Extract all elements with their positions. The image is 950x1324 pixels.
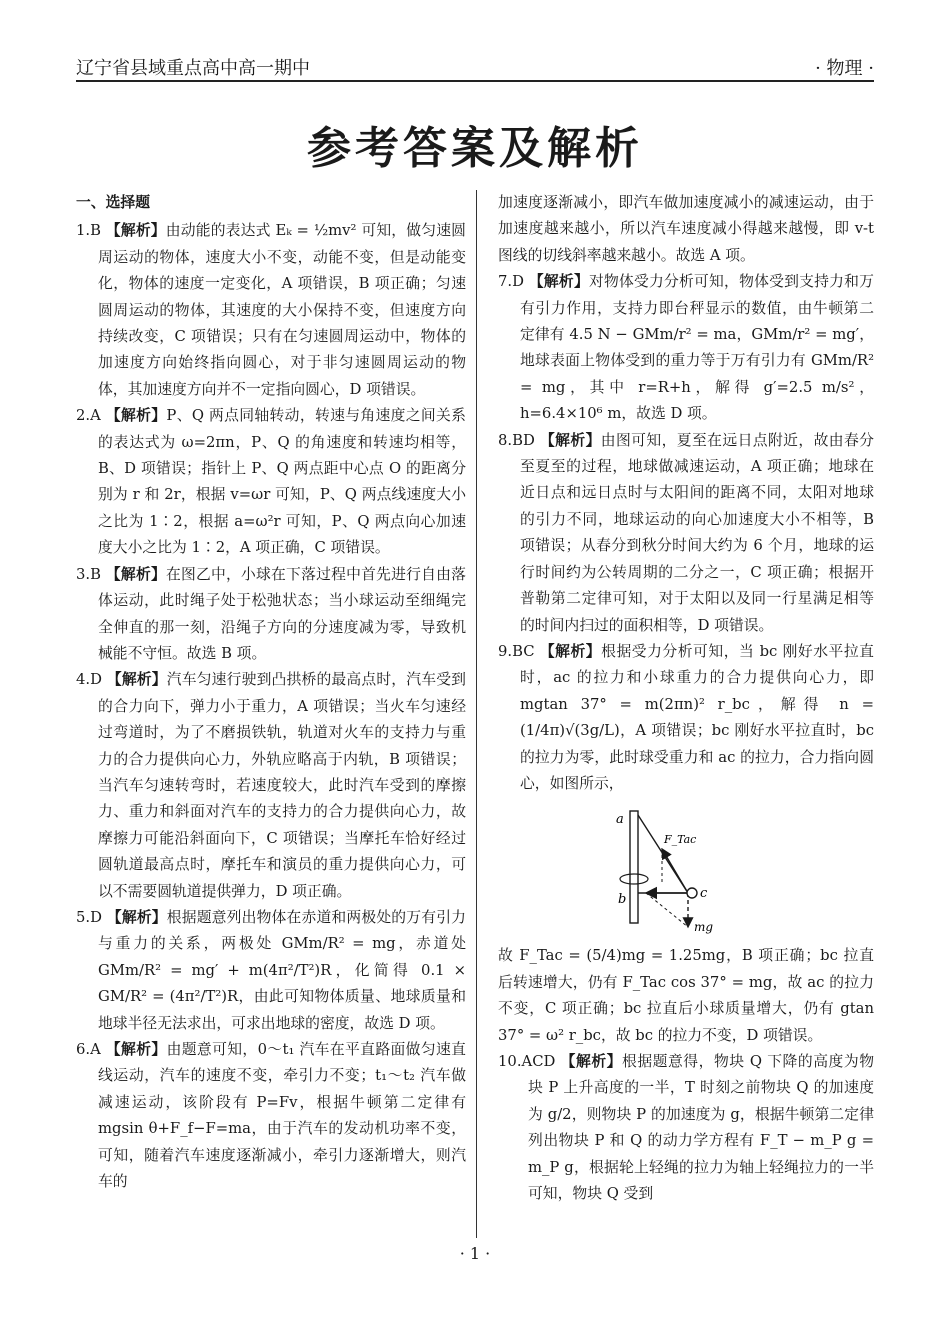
label-b: b [618, 892, 627, 908]
section-heading: 一、选择题 [76, 194, 150, 211]
answer-item-4: 4.D 【解析】汽车匀速行驶到凸拱桥的最高点时，汽车受到的合力向下，弹力小于重力，A 项错误；当火车匀速经过弯道时，为了不磨损铁轨，轨道对火车的支持力与重力的合力提供向心力，外轨应略高于内轨，B 项错误；当汽车匀速转弯时，若速度较大，此时汽车受到的摩擦力、重力和斜面对汽车的支持力的合力提供向心力，故摩擦力可能沿斜面向下，C 项错误；当摩托车恰好经过圆轨道最高点时，摩托车和演员的重力提供向心力，可以不需要圆轨道提供弹力，D 项正确。 [76, 671, 466, 900]
answer-item-3: 3.B 【解析】在图乙中，小球在下落过程中首先进行自由落体运动，此时绳子处于松弛状态；当小球运动至细绳完全伸直的那一刻，沿绳子方向的分速度减为零，导致机械能不守恒。故选 B 项。 [76, 565, 466, 662]
answer-item-6-continued: 加速度逐渐减小，即汽车做加速度减小的减速运动，由于加速度越来越小，所以汽车速度减小得越来越慢，即 v-t 图线的切线斜率越来越小。故选 A 项。 [498, 194, 874, 264]
page-number: · 1 · [459, 1244, 491, 1263]
column-divider [476, 190, 477, 1238]
answer-item-5: 5.D 【解析】根据题意列出物体在赤道和两极处的万有引力与重力的关系，两极处 GMm/R² = mg，赤道处 GMm/R² = mg′ + m(4π²/T²)R，化简得 0.1 × GM/R² = (4π²/T²)R，由此可知物体质量、地球质量和地球半径无法求出，可求出地球的密度，故选 D 项。 [76, 908, 466, 1032]
answer-item-2: 2.A 【解析】P、Q 两点同轴转动，转速与角速度之间关系的表达式为 ω=2πn，P、Q 的角速度和转速均相等，B、D 项错误；指针上 P、Q 两点距中心点 O 的距离分别为 r 和 2r，根据 v=ωr 可知，P、Q 两点线速度大小之比为 1∶2，根据 a=ω²r 可知，P、Q 两点向心加速度大小之比为 1∶2，A 项正确，C 项错误。 [76, 407, 466, 557]
answer-item-6: 6.A 【解析】由题意可知，0～t₁ 汽车在平直路面做匀速直线运动，汽车的速度不变，牵引力不变；t₁～t₂ 汽车做减速运动，该阶段有 P=Fv，根据牛顿第二定律有 mgsin θ+F_f−F=ma，由于汽车的发动机功率不变，可知，随着汽车速度逐渐减小，牵引力逐渐增大，则汽车的 [76, 1041, 466, 1191]
vertical-rod [630, 811, 638, 923]
label-force: F_Tac [664, 833, 697, 847]
header-left: 辽宁省县域重点高中高一期中 [76, 58, 310, 79]
page-header [76, 50, 874, 80]
parallelogram-diagonal [646, 893, 688, 927]
answer-item-10: 10.ACD 【解析】根据题意得，物块 Q 下降的高度为物块 P 上升高度的一半，T 时刻之前物块 Q 的加速度为 g/2，则物块 P 的加速度为 g，根据牛顿第二定律列出物块 P 和 Q 的动力学方程有 F_T − m_P g = m_P g，根据轮上轻绳的拉力为轴上轻绳拉力的一半可知，物块 Q 受到 [498, 1052, 874, 1202]
left-column [76, 190, 466, 1195]
tension-arrow [662, 849, 688, 893]
label-a: a [616, 812, 624, 828]
header-rule [76, 80, 874, 82]
answer-item-7: 7.D 【解析】对物体受力分析可知，物体受到支持力和万有引力作用，支持力即台秤显示的数值，由牛顿第二定律有 4.5 N − GMm/r² = ma，GMm/r² = mg′，地球表面上物体受到的重力等于万有引力有 GMm/R² = mg，其中 r=R+h，解得 g′=2.5 m/s²，h=6.4×10⁶ m，故选 D 项。 [498, 273, 874, 423]
answer-item-8: 8.BD 【解析】由图可知，夏至在远日点附近，故由春分至夏至的过程，地球做减速运动，A 项正确；地球在近日点和远日点时与太阳间的距离不同，太阳对地球的引力不同，地球运动的向心加速度大小不相等，B 项错误；从春分到秋分时间大约为 6 个月，地球的运行时间约为公转周期的二分之一，C 项正确；根据开普勒第二定律可知，对于太阳以及同一行星满足相等的时间内扫过的面积相等，D 项错误。 [498, 431, 874, 634]
label-mg: mg [694, 920, 714, 935]
answer-item-1: 1.B 【解析】由动能的表达式 Eₖ = ½mv² 可知，做匀速圆周运动的物体，速度大小不变，动能不变，但是动能变化，物体的速度一定变化，A 项错误，B 项正确；匀速圆周运动的物体，其速度的大小保持不变，但速度方向持续改变，C 项错误；只有在匀速圆周运动中，物体的加速度方向始终指向圆心，对于非匀速圆周运动的物体，其加速度方向并不一定指向圆心，D 项错误。 [76, 222, 466, 398]
answer-item-9: 9.BC 【解析】根据受力分析可知，当 bc 刚好水平拉直时，ac 的拉力和小球重力的合力提供向心力，即 mgtan 37° = m(2πn)² r_bc，解得 n = (1/4π)√(3g/L)，A 项错误；bc 刚好水平拉直时，bc 的拉力为零，此时球受重力和 ac 的拉力，合力指向圆心，如图所示， [498, 642, 874, 792]
header-right: · 物理 · [815, 58, 874, 79]
answer-item-9-continued: 故 F_Tac = (5/4)mg = 1.25mg，B 项正确；bc 拉直后转速增大，仍有 F_Tac cos 37° = mg，故 ac 的拉力不变，C 项正确；bc 拉直后小球质量增大，仍有 gtan 37° = ω² r_bc，故 bc 的拉力不变，D 项错误。 [498, 947, 874, 1044]
page-title: 参考答案及解析 [307, 123, 643, 174]
label-c: c [700, 886, 708, 902]
ball-c [687, 888, 697, 898]
right-column [498, 190, 874, 1207]
force-diagram [608, 805, 748, 935]
